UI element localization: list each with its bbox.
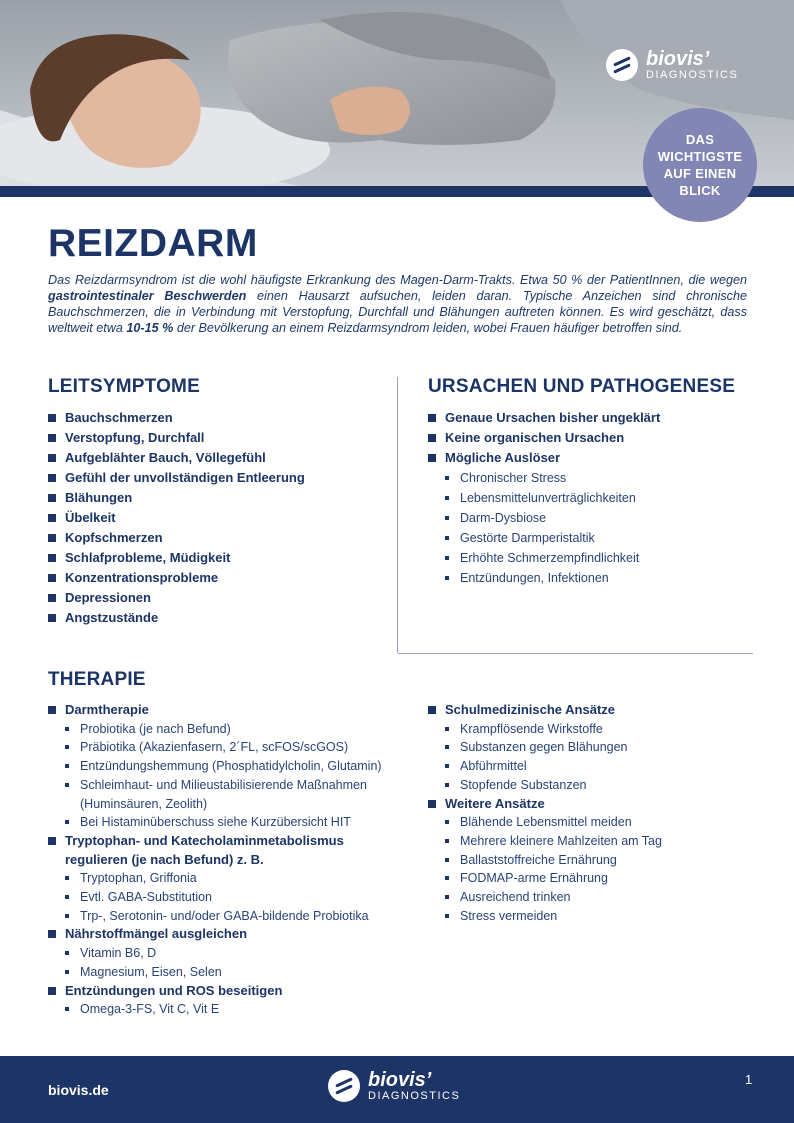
list-item: Aufgeblähter Bauch, Völlegefühl: [65, 450, 305, 470]
page-number: 1: [745, 1072, 753, 1087]
logo-sub: DIAGNOSTICS: [368, 1090, 461, 1102]
sub-list-item: Gestörte Darmperistaltik: [445, 530, 660, 550]
sub-list-item: Lebensmittelunverträglichkeiten: [445, 490, 660, 510]
list-item: Schulmedizinische Ansätze: [445, 701, 745, 720]
therapie-heading: THERAPIE: [48, 669, 146, 690]
intro-bold-1: gastrointestinaler Beschwerden: [48, 289, 247, 303]
sub-list-item: Evtl. GABA-Substitution: [65, 888, 385, 907]
biovis-logo-icon: [328, 1070, 360, 1102]
list-item: Kopfschmerzen: [65, 530, 305, 550]
sub-list-item: Magnesium, Eisen, Selen: [65, 963, 385, 982]
intro-text-3: der Bevölkerung an einem Reizdarmsyndrom leiden, wobei Frauen häufiger betroffen sind.: [173, 321, 683, 335]
sub-list-item: Chronischer Stress: [445, 470, 660, 490]
list-item: Bauchschmerzen: [65, 410, 305, 430]
list-item: Verstopfung, Durchfall: [65, 430, 305, 450]
sub-list-item: Schleimhaut- und Milieustabilisierende Maßnahmen: [65, 776, 385, 795]
ursachen-list: [445, 410, 660, 590]
list-item: Mögliche Auslöser: [445, 450, 660, 470]
sub-list-item: Entzündungshemmung (Phosphatidylcholin, Glutamin): [65, 757, 385, 776]
sub-list-item-continuation: (Huminsäuren, Zeolith): [80, 796, 208, 811]
sub-list-item: Trp-, Serotonin- und/oder GABA-bildende Probiotika: [65, 907, 385, 926]
summary-badge: [643, 108, 757, 222]
sub-list-item: Tryptophan, Griffonia: [65, 869, 385, 888]
intro-text-1: Das Reizdarmsyndrom ist die wohl häufigste Erkrankung des Magen-Darm-Trakts. Etwa 50 % der PatientInnen, die wegen: [48, 273, 747, 287]
logo-brand: biovis’: [646, 48, 710, 70]
sub-list-item: Substanzen gegen Blähungen: [445, 738, 745, 757]
biovis-logo-footer: [328, 1070, 460, 1102]
list-item: Entzündungen und ROS beseitigen: [65, 982, 385, 1001]
sub-list-item: Bei Histaminüberschuss siehe Kurzübersicht HIT: [65, 813, 385, 832]
list-item: Weitere Ansätze: [445, 795, 745, 814]
column-divider: [397, 377, 398, 653]
intro-bold-2: 10-15 %: [126, 321, 174, 335]
sub-list-item: Blähende Lebensmittel meiden: [445, 813, 745, 832]
sub-list-item: Erhöhte Schmerzempfindlichkeit: [445, 550, 660, 570]
badge-line-4: BLICK: [679, 183, 721, 198]
list-item: Nährstoffmängel ausgleichen: [65, 925, 385, 944]
logo-sub: DIAGNOSTICS: [646, 69, 739, 81]
section-divider: [398, 653, 753, 654]
sub-list-item: Präbiotika (Akazienfasern, 2´FL, scFOS/scGOS): [65, 738, 385, 757]
badge-line-2: WICHTIGSTE: [657, 149, 743, 164]
list-item: Konzentrationsprobleme: [65, 570, 305, 590]
leitsymptome-list: [65, 410, 305, 630]
sub-list-item: FODMAP-arme Ernährung: [445, 869, 745, 888]
list-item-continuation: regulieren (je nach Befund) z. B.: [65, 851, 264, 867]
list-item: Blähungen: [65, 490, 305, 510]
sub-list-item: Stopfende Substanzen: [445, 776, 745, 795]
therapie-list-left: [65, 701, 385, 1019]
footer: [0, 1056, 794, 1123]
badge-line-3: AUF EINEN: [663, 166, 737, 181]
therapie-list-right: [445, 701, 745, 925]
list-item: Schlafprobleme, Müdigkeit: [65, 550, 305, 570]
list-item: Tryptophan- und Katecholaminmetabolismus: [65, 832, 385, 851]
sub-list-item: Darm-Dysbiose: [445, 510, 660, 530]
sub-list-item: Omega-3-FS, Vit C, Vit E: [65, 1000, 385, 1019]
logo-brand: biovis’: [368, 1069, 432, 1091]
sub-list-item: Probiotika (je nach Befund): [65, 720, 385, 739]
page-title: REIZDARM: [48, 222, 258, 265]
leitsymptome-heading: LEITSYMPTOME: [48, 376, 200, 397]
intro-paragraph: [48, 272, 747, 336]
sub-list-item: Vitamin B6, D: [65, 944, 385, 963]
sub-list-item: Entzündungen, Infektionen: [445, 570, 660, 590]
list-item: Übelkeit: [65, 510, 305, 530]
list-item: Angstzustände: [65, 610, 305, 630]
badge-line-1: DAS: [685, 132, 715, 147]
website-link[interactable]: biovis.de: [48, 1082, 109, 1098]
biovis-logo-header: [606, 49, 738, 81]
list-item: Keine organischen Ursachen: [445, 430, 660, 450]
list-item: Depressionen: [65, 590, 305, 610]
sub-list-item: Ausreichend trinken: [445, 888, 745, 907]
list-item: Genaue Ursachen bisher ungeklärt: [445, 410, 660, 430]
list-item: Darmtherapie: [65, 701, 385, 720]
sub-list-item: Ballaststoffreiche Ernährung: [445, 851, 745, 870]
sub-list-item: Mehrere kleinere Mahlzeiten am Tag: [445, 832, 745, 851]
sub-list-item: Krampflösende Wirkstoffe: [445, 720, 745, 739]
biovis-logo-icon: [606, 49, 638, 81]
intro-text-2: einen Hausarzt aufsuchen, leiden daran. Typische Anzeichen sind chronische Bauchschmerzen, die in Verbindung mit Verstopfung, Durchfall und Blähungen auftreten können. Es wird geschätzt, dass weltweit etwa: [48, 289, 747, 335]
sub-list-item: Abführmittel: [445, 757, 745, 776]
ursachen-heading: URSACHEN UND PATHOGENESE: [428, 376, 736, 397]
list-item: Gefühl der unvollständigen Entleerung: [65, 470, 305, 490]
sub-list-item: Stress vermeiden: [445, 907, 745, 926]
